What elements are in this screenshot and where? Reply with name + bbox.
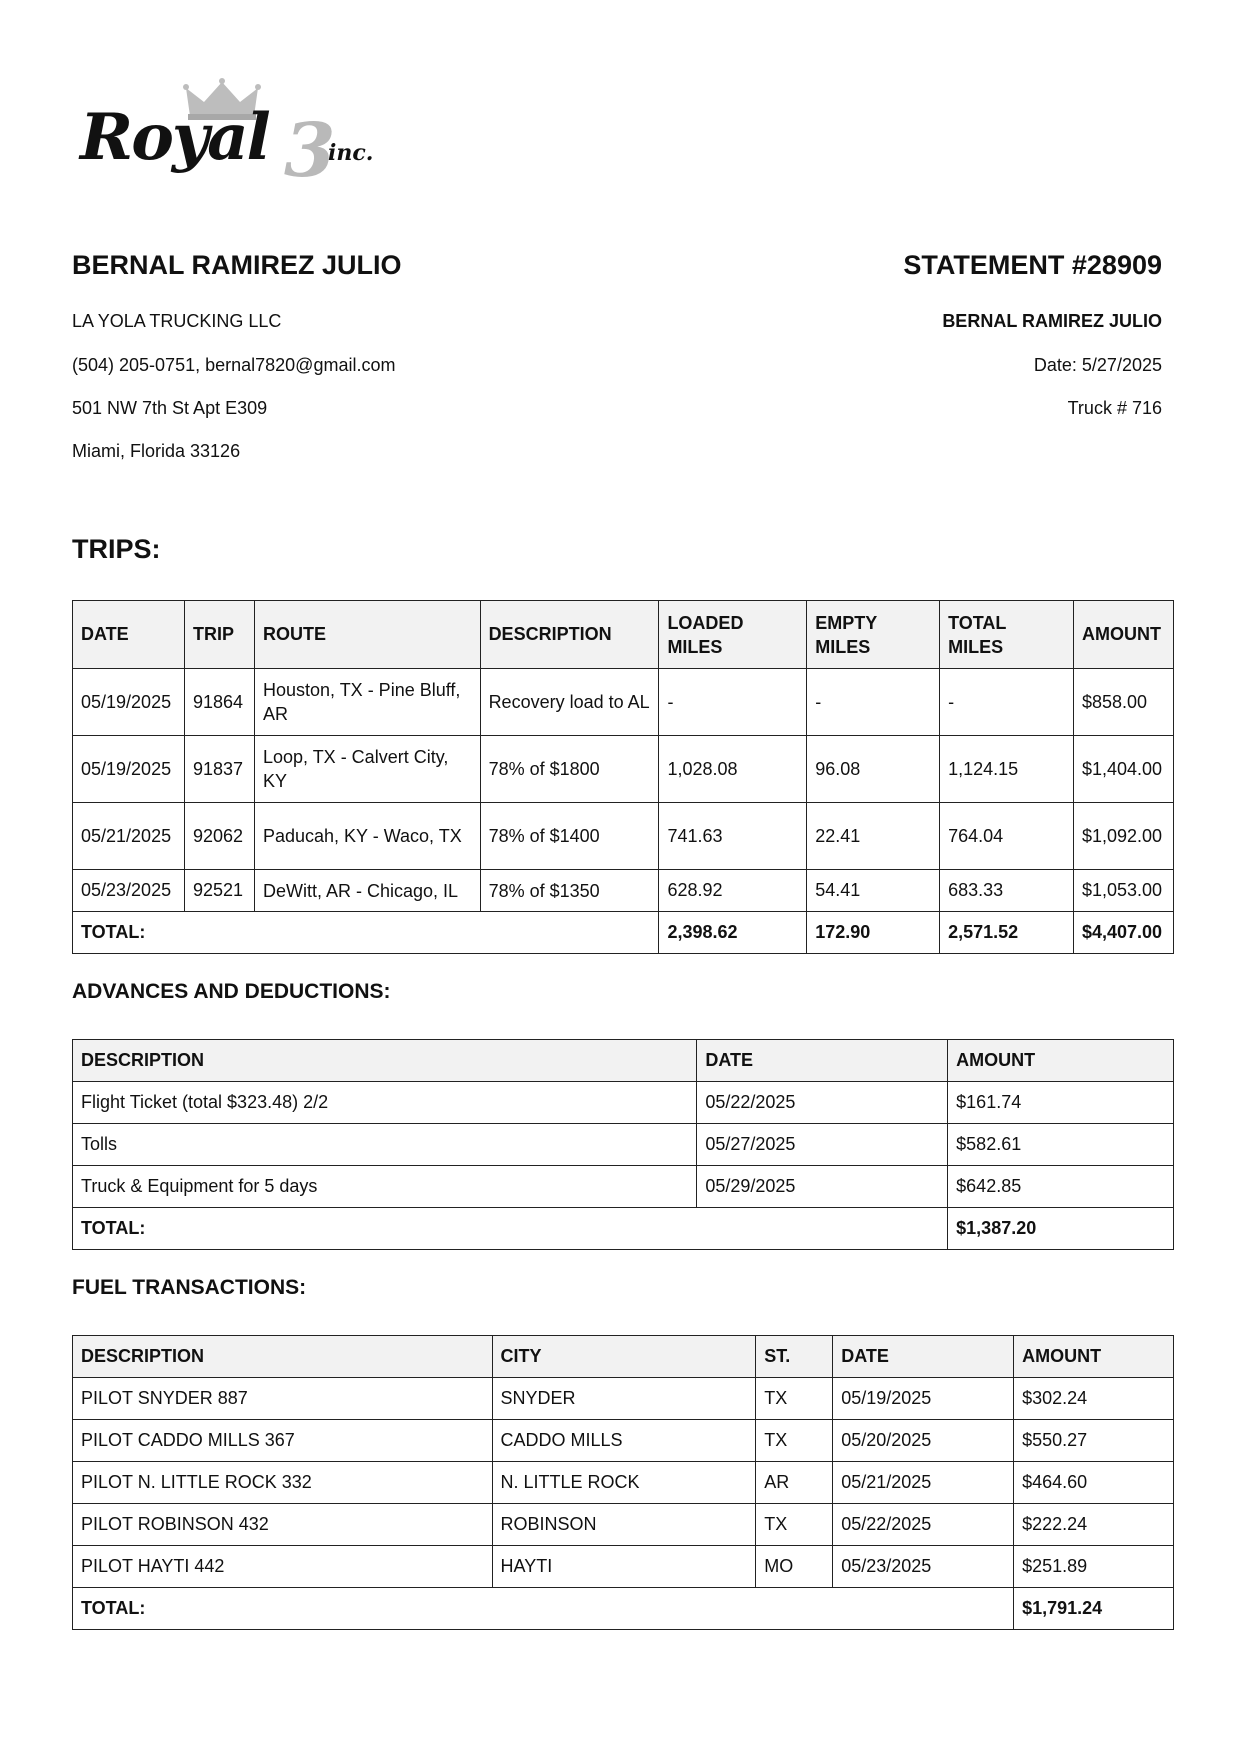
deduction-description: Flight Ticket (total $323.48) 2/2 bbox=[73, 1082, 697, 1124]
fuel-city: CADDO MILLS bbox=[492, 1420, 756, 1462]
trip-number: 91864 bbox=[184, 669, 254, 736]
trip-date: 05/19/2025 bbox=[73, 736, 185, 803]
fuel-state: TX bbox=[756, 1378, 833, 1420]
trip-amount: $1,404.00 bbox=[1073, 736, 1173, 803]
logo-word: Royal bbox=[80, 100, 269, 175]
trip-number: 92521 bbox=[184, 870, 254, 912]
trip-total-miles: - bbox=[940, 669, 1074, 736]
table-row bbox=[73, 1124, 1174, 1166]
total-loaded-miles: 2,398.62 bbox=[659, 912, 807, 954]
deduction-date: 05/29/2025 bbox=[697, 1166, 948, 1208]
deductions-title: ADVANCES AND DEDUCTIONS: bbox=[72, 980, 391, 1003]
logo-number: 3 bbox=[284, 108, 336, 194]
fuel-state: MO bbox=[756, 1546, 833, 1588]
trip-loaded-miles: 628.92 bbox=[659, 870, 807, 912]
column-header: TOTAL MILES bbox=[940, 601, 1074, 669]
trips-table bbox=[72, 600, 1174, 954]
address-line-2: Miami, Florida 33126 bbox=[72, 441, 241, 461]
total-row bbox=[73, 1588, 1174, 1630]
trip-route: DeWitt, AR - Chicago, IL bbox=[254, 870, 480, 912]
fuel-city: HAYTI bbox=[492, 1546, 756, 1588]
trip-amount: $1,053.00 bbox=[1073, 870, 1173, 912]
column-header: DATE bbox=[697, 1040, 948, 1082]
table-row bbox=[73, 1378, 1174, 1420]
trip-description: 78% of $1350 bbox=[480, 870, 659, 912]
table-header-row bbox=[73, 1040, 1174, 1082]
fuel-city: N. LITTLE ROCK bbox=[492, 1462, 756, 1504]
column-header: DESCRIPTION bbox=[73, 1040, 697, 1082]
trip-total-miles: 1,124.15 bbox=[940, 736, 1074, 803]
trip-route: Houston, TX - Pine Bluff, AR bbox=[254, 669, 480, 736]
fuel-description: PILOT CADDO MILLS 367 bbox=[73, 1420, 493, 1462]
total-amount: $1,791.24 bbox=[1014, 1588, 1174, 1630]
fuel-description: PILOT SNYDER 887 bbox=[73, 1378, 493, 1420]
deduction-amount: $582.61 bbox=[948, 1124, 1174, 1166]
trip-loaded-miles: 1,028.08 bbox=[659, 736, 807, 803]
deduction-amount: $642.85 bbox=[948, 1166, 1174, 1208]
column-header: DESCRIPTION bbox=[480, 601, 659, 669]
fuel-date: 05/19/2025 bbox=[833, 1378, 1014, 1420]
deduction-description: Tolls bbox=[73, 1124, 697, 1166]
fuel-state: TX bbox=[756, 1504, 833, 1546]
statement-title: STATEMENT #28909 bbox=[903, 250, 1162, 280]
fuel-amount: $251.89 bbox=[1014, 1546, 1174, 1588]
table-row bbox=[73, 1462, 1174, 1504]
fuel-state: TX bbox=[756, 1420, 833, 1462]
statement-date: Date: 5/27/2025 bbox=[1033, 355, 1162, 375]
deduction-date: 05/27/2025 bbox=[697, 1124, 948, 1166]
trips-title: TRIPS: bbox=[72, 534, 161, 564]
fuel-date: 05/21/2025 bbox=[833, 1462, 1014, 1504]
total-empty-miles: 172.90 bbox=[807, 912, 940, 954]
deductions-table bbox=[72, 1039, 1174, 1250]
statement-name: BERNAL RAMIREZ JULIO bbox=[942, 311, 1162, 331]
company-name: LA YOLA TRUCKING LLC bbox=[72, 311, 282, 331]
table-row bbox=[73, 1546, 1174, 1588]
column-header: TRIP bbox=[184, 601, 254, 669]
fuel-title: FUEL TRANSACTIONS: bbox=[72, 1276, 307, 1299]
column-header: ST. bbox=[756, 1336, 833, 1378]
trip-date: 05/19/2025 bbox=[73, 669, 185, 736]
table-row bbox=[73, 1420, 1174, 1462]
table-row bbox=[73, 669, 1174, 736]
address-line-1: 501 NW 7th St Apt E309 bbox=[72, 398, 268, 418]
deduction-description: Truck & Equipment for 5 days bbox=[73, 1166, 697, 1208]
trip-number: 91837 bbox=[184, 736, 254, 803]
trip-empty-miles: - bbox=[807, 669, 940, 736]
fuel-description: PILOT HAYTI 442 bbox=[73, 1546, 493, 1588]
deduction-amount: $161.74 bbox=[948, 1082, 1174, 1124]
column-header: DESCRIPTION bbox=[73, 1336, 493, 1378]
table-row bbox=[73, 1504, 1174, 1546]
column-header: DATE bbox=[73, 601, 185, 669]
total-row bbox=[73, 912, 1174, 954]
company-logo bbox=[72, 78, 382, 198]
logo-suffix: inc. bbox=[328, 140, 374, 166]
contact-info: (504) 205-0751, bernal7820@gmail.com bbox=[72, 355, 396, 375]
trip-total-miles: 683.33 bbox=[940, 870, 1074, 912]
table-header-row bbox=[73, 1336, 1174, 1378]
trip-loaded-miles: 741.63 bbox=[659, 803, 807, 870]
column-header: AMOUNT bbox=[1014, 1336, 1174, 1378]
table-header-row bbox=[73, 601, 1174, 669]
trip-empty-miles: 22.41 bbox=[807, 803, 940, 870]
driver-name: BERNAL RAMIREZ JULIO bbox=[72, 250, 402, 280]
table-row bbox=[73, 1082, 1174, 1124]
trip-description: 78% of $1800 bbox=[480, 736, 659, 803]
trip-empty-miles: 96.08 bbox=[807, 736, 940, 803]
trip-empty-miles: 54.41 bbox=[807, 870, 940, 912]
column-header: AMOUNT bbox=[948, 1040, 1174, 1082]
total-amount: $4,407.00 bbox=[1073, 912, 1173, 954]
fuel-date: 05/20/2025 bbox=[833, 1420, 1014, 1462]
trip-total-miles: 764.04 bbox=[940, 803, 1074, 870]
table-row bbox=[73, 1166, 1174, 1208]
deduction-date: 05/22/2025 bbox=[697, 1082, 948, 1124]
fuel-date: 05/23/2025 bbox=[833, 1546, 1014, 1588]
column-header: CITY bbox=[492, 1336, 756, 1378]
total-total-miles: 2,571.52 bbox=[940, 912, 1074, 954]
truck-number: Truck # 716 bbox=[1067, 398, 1162, 418]
trip-number: 92062 bbox=[184, 803, 254, 870]
fuel-amount: $222.24 bbox=[1014, 1504, 1174, 1546]
total-row bbox=[73, 1208, 1174, 1250]
trip-date: 05/23/2025 bbox=[73, 870, 185, 912]
column-header: DATE bbox=[833, 1336, 1014, 1378]
trip-date: 05/21/2025 bbox=[73, 803, 185, 870]
fuel-city: ROBINSON bbox=[492, 1504, 756, 1546]
fuel-city: SNYDER bbox=[492, 1378, 756, 1420]
trip-amount: $1,092.00 bbox=[1073, 803, 1173, 870]
fuel-amount: $550.27 bbox=[1014, 1420, 1174, 1462]
column-header: EMPTY MILES bbox=[807, 601, 940, 669]
fuel-description: PILOT N. LITTLE ROCK 332 bbox=[73, 1462, 493, 1504]
fuel-amount: $302.24 bbox=[1014, 1378, 1174, 1420]
trip-route: Paducah, KY - Waco, TX bbox=[254, 803, 480, 870]
table-row bbox=[73, 803, 1174, 870]
table-row bbox=[73, 736, 1174, 803]
trip-route: Loop, TX - Calvert City, KY bbox=[254, 736, 480, 803]
total-label: TOTAL: bbox=[73, 1588, 1014, 1630]
column-header: LOADED MILES bbox=[659, 601, 807, 669]
column-header: ROUTE bbox=[254, 601, 480, 669]
fuel-amount: $464.60 bbox=[1014, 1462, 1174, 1504]
trip-description: Recovery load to AL bbox=[480, 669, 659, 736]
total-amount: $1,387.20 bbox=[948, 1208, 1174, 1250]
table-row bbox=[73, 870, 1174, 912]
fuel-description: PILOT ROBINSON 432 bbox=[73, 1504, 493, 1546]
fuel-table bbox=[72, 1335, 1174, 1630]
trip-loaded-miles: - bbox=[659, 669, 807, 736]
total-label: TOTAL: bbox=[73, 912, 659, 954]
total-label: TOTAL: bbox=[73, 1208, 948, 1250]
column-header: AMOUNT bbox=[1073, 601, 1173, 669]
fuel-date: 05/22/2025 bbox=[833, 1504, 1014, 1546]
fuel-state: AR bbox=[756, 1462, 833, 1504]
trip-amount: $858.00 bbox=[1073, 669, 1173, 736]
trip-description: 78% of $1400 bbox=[480, 803, 659, 870]
